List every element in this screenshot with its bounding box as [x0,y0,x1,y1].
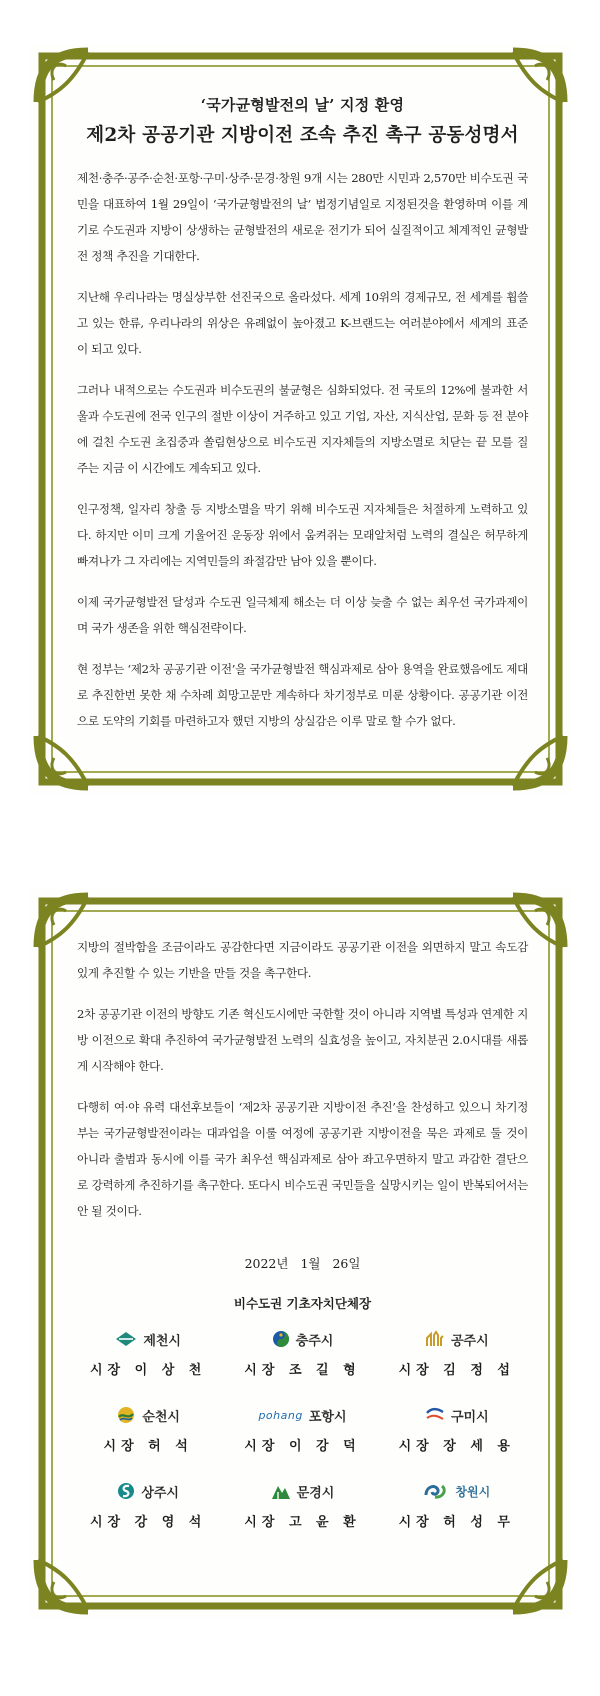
city-name: 순천시 [142,1409,180,1425]
gumi-logo-icon [425,1407,445,1423]
paragraph: 이제 국가균형발전 달성과 수도권 일극체제 해소는 더 이상 늦출 수 없는 최우선 국가과제이며 국가 생존을 위한 핵심전략이다. [77,595,528,635]
mayor-name: 시장 김 정 섭 [398,1363,515,1378]
city-name: 구미시 [450,1409,489,1425]
paragraph: 지방의 절박함을 조금이라도 공감한다면 지금이라도 공공기관 이전을 외면하지 말고 속도감 있게 추진할 수 있는 기반을 만들 것을 촉구한다. [77,940,528,980]
paragraph: 지난해 우리나라는 명실상부한 선진국으로 올라섰다. 세계 10위의 경제규모, 전 세계를 휩쓸고 있는 한류, 우리나라의 위상은 유례없이 높아졌고 K-브랜드는 여러분야에서 세계의 표준이 되고 있다. [77,290,528,356]
paragraph: 인구정책, 일자리 창출 등 지방소멸을 막기 위해 비수도권 지자체들은 처절하게 노력하고 있다. 하지만 이미 크게 기울어진 운동장 위에서 움켜쥐는 모래알처럼 노력의 결실은 허무하게 빠져나가 그 자리에는 지역민들의 좌절감만 남아 있을 뿐이다. [77,502,528,568]
jecheon-logo-icon [115,1331,137,1347]
city-name: 상주시 [141,1485,179,1501]
paragraph: 다행히 여·야 유력 대선후보들이 ‘제2차 공공기관 지방이전 추진’을 찬성하고 있으니 차기정부는 국가균형발전이라는 대과업을 이룰 여정에 공공기관 지방이전을 묵은 과제로 둘 것이 아니라 출범과 동시에 이를 국가 최우선 핵심과제로 삼아 좌고우면하지 말고 과감한 결단으로 강력하게 추진하기를 촉구한다. 또다시 비수도권 국민들을 실망시키는 일이 반복되어서는 안 될 것이다. [77,1100,528,1218]
mungyeong-logo-icon [271,1482,291,1500]
paragraph: 2차 공공기관 이전의 방향도 기존 혁신도시에만 국한할 것이 아니라 지역별 특성과 연계한 지방 이전으로 확대 추진하여 국가균형발전 노력의 실효성을 높이고, 자치분권 2.0시대를 새롭게 시작해야 한다. [77,1007,528,1073]
signatory-suncheon [71,1404,225,1454]
signatory-chungju [225,1328,379,1378]
paragraph: 현 정부는 ‘제2차 공공기관 이전’을 국가균형발전 핵심과제로 삼아 용역을 완료했음에도 제대로 추진한번 못한 채 수차례 희망고문만 계속하다 차기정부로 미룬 상황이다. 공공기관 이전으로 도약의 기회를 마련하고자 했던 지방의 상실감은 이루 말로 할 수가 없다. [77,662,528,728]
city-name: 제천시 [143,1333,181,1349]
gongju-logo-icon [425,1330,445,1348]
city-name: 공주시 [450,1333,489,1349]
signatory-jecheon [71,1328,225,1378]
city-name: 충주시 [295,1333,334,1349]
signatory-mungyeong [225,1480,379,1530]
signatory-grid [71,1328,534,1530]
signatory-gongju [380,1328,534,1378]
changwon-logo-icon [423,1481,449,1501]
statement-date: 2022년 1월 26일 [244,1256,361,1271]
mayor-name: 시장 고 윤 환 [244,1515,361,1530]
mayor-name: 시장 허 성 무 [398,1515,515,1530]
mayor-name: 시장 이 상 천 [89,1363,207,1378]
suncheon-logo-icon [116,1406,136,1424]
pohang-logo-icon: pohang [258,1408,303,1422]
mayor-name: 시장 허 석 [103,1439,193,1454]
statement-page-2 [30,889,571,1618]
mayor-name: 시장 강 영 석 [89,1515,207,1530]
signatory-sangju [71,1480,225,1530]
paragraph: 제천·충주·공주·순천·포항·구미·상주·문경·창원 9개 시는 280만 시민과 2,570만 비수도권 국민을 대표하여 1월 29일이 ‘국가균형발전의 날’ 법정기념일로 지정된것을 환영하며 이를 계기로 수도권과 지방이 상생하는 균형발전의 새로운 전기가 되어 실질적이고 체계적인 균형발전 정책 추진을 기대한다. [77,171,528,263]
signer-group: 비수도권 기초자치단체장 [233,1296,372,1311]
sangju-logo-icon [117,1482,135,1500]
city-name: 창원시 [455,1484,491,1499]
chungju-logo-icon [272,1330,290,1348]
mayor-name: 시장 조 길 형 [244,1363,361,1378]
statement-title: 제2차 공공기관 지방이전 조속 추진 촉구 공동성명서 [86,125,519,146]
paragraph: 그러나 내적으로는 수도권과 비수도권의 불균형은 심화되었다. 전 국토의 12%에 불과한 서울과 수도권에 전국 인구의 절반 이상이 거주하고 있고 기업, 자산, 지식산업, 문화 등 전 분야에 걸친 수도권 초집중과 쏠림현상으로 비수도권 지자체들의 지방소멸로 치닫는 끝 모를 질주는 지금 이 시간에도 계속되고 있다. [77,383,528,475]
signatory-gumi [380,1404,534,1454]
city-name: 문경시 [296,1485,335,1501]
city-name: 포항시 [308,1409,347,1425]
statement-subtitle: ‘국가균형발전의 날’ 지정 환영 [200,96,405,114]
signatory-changwon [380,1480,534,1530]
statement-page-1 [30,44,571,794]
mayor-name: 시장 장 세 용 [398,1439,515,1454]
signatory-pohang [225,1404,379,1454]
mayor-name: 시장 이 강 덕 [244,1439,361,1454]
